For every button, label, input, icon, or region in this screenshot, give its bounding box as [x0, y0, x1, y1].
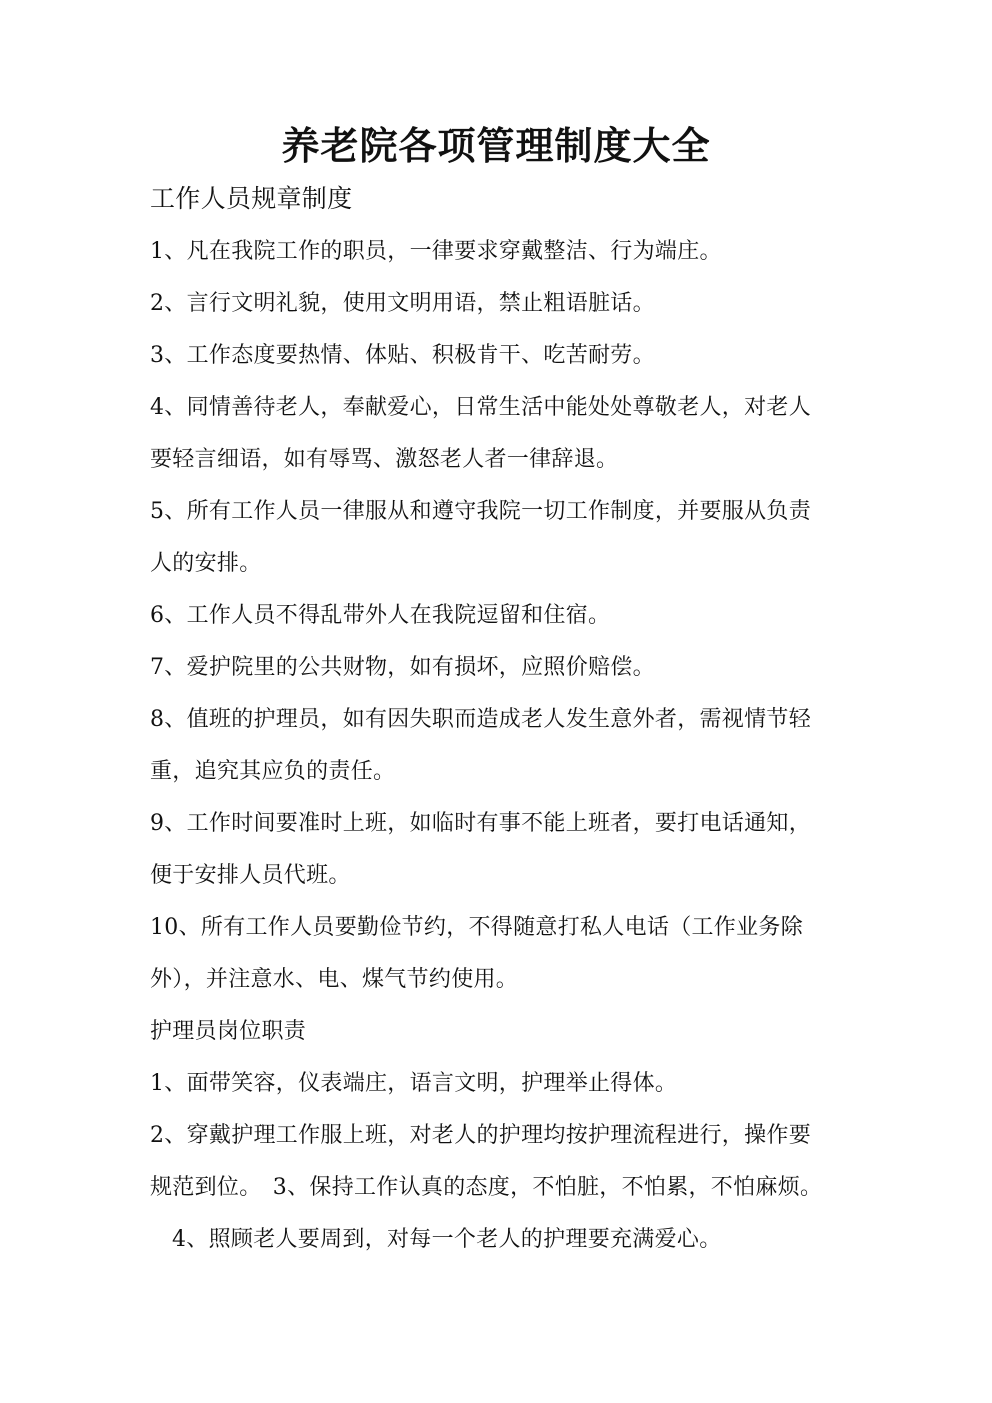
paragraph-line: 4、照顾老人要周到，对每一个老人的护理要充满爱心。 — [172, 1227, 722, 1252]
paragraph-line: 人的安排。 — [150, 551, 262, 576]
paragraph-line: 10、所有工作人员要勤俭节约，不得随意打私人电话（工作业务除 — [150, 915, 803, 940]
paragraph-line: 规范到位。 3、保持工作认真的态度，不怕脏，不怕累，不怕麻烦。 — [150, 1175, 823, 1200]
section-heading-nurse-duties: 护理员岗位职责 — [150, 1019, 307, 1044]
paragraph-line: 便于安排人员代班。 — [150, 863, 351, 888]
document-body — [150, 172, 850, 1266]
section-heading-staff-rules: 工作人员规章制度 — [150, 184, 353, 213]
paragraph-line: 7、爱护院里的公共财物，如有损坏，应照价赔偿。 — [150, 655, 655, 680]
paragraph-line: 9、工作时间要准时上班，如临时有事不能上班者，要打电话通知， — [150, 811, 811, 836]
paragraph-line: 4、同情善待老人，奉献爱心，日常生活中能处处尊敬老人，对老人 — [150, 395, 811, 420]
paragraph-line: 重，追究其应负的责任。 — [150, 759, 396, 784]
paragraph-line: 要轻言细语，如有辱骂、激怒老人者一律辞退。 — [150, 447, 619, 472]
paragraph-line: 3、工作态度要热情、体贴、积极肯干、吃苦耐劳。 — [150, 343, 655, 368]
paragraph-line: 外），并注意水、电、煤气节约使用。 — [150, 967, 519, 992]
paragraph-line: 2、穿戴护理工作服上班，对老人的护理均按护理流程进行，操作要 — [150, 1123, 811, 1148]
paragraph-line: 6、工作人员不得乱带外人在我院逗留和住宿。 — [150, 603, 611, 628]
paragraph-line: 5、所有工作人员一律服从和遵守我院一切工作制度，并要服从负责 — [150, 499, 811, 524]
paragraph-line: 1、凡在我院工作的职员，一律要求穿戴整洁、行为端庄。 — [150, 239, 722, 264]
paragraph-line: 1、面带笑容，仪表端庄，语言文明，护理举止得体。 — [150, 1071, 678, 1096]
paragraph-line: 2、言行文明礼貌，使用文明用语，禁止粗语脏话。 — [150, 291, 655, 316]
document-title: 养老院各项管理制度大全 — [281, 123, 711, 168]
paragraph-line: 8、值班的护理员，如有因失职而造成老人发生意外者，需视情节轻 — [150, 707, 811, 732]
